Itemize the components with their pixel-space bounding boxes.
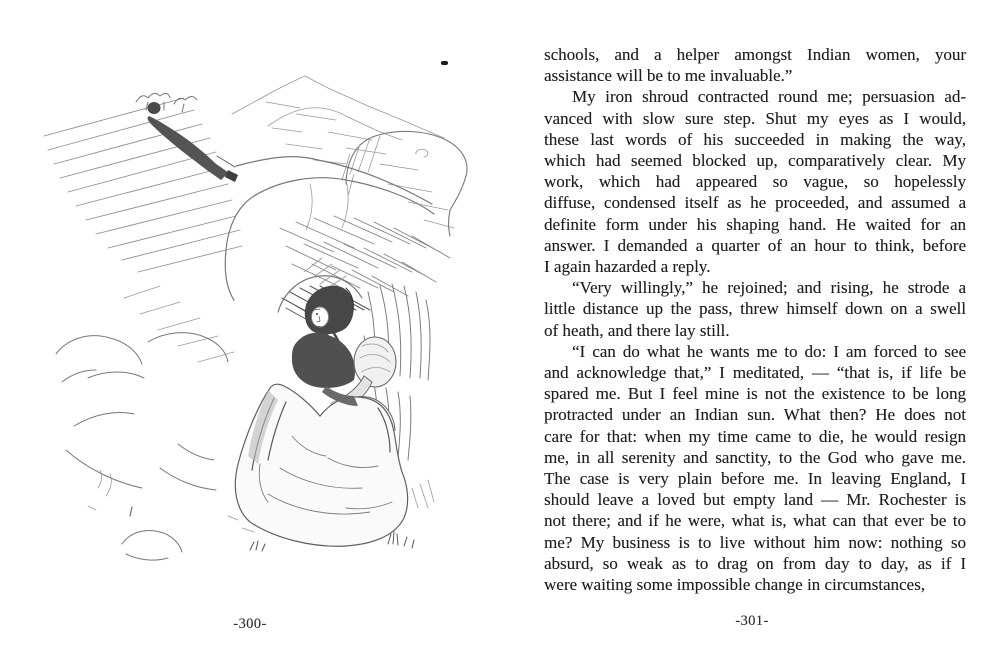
text-line: answer. I demanded a quarter of an hour to think, before (544, 235, 966, 255)
text-line: me? My business is to live without him now: nothing so (544, 532, 966, 552)
text-line: work, which had appeared so vague, so hopelessly (544, 172, 966, 192)
text-line: not there; and if he were, what is, what can that ever be to (544, 511, 966, 531)
text-line: I again hazarded a reply. (544, 257, 711, 277)
reclining-man-figure (148, 102, 239, 182)
bonnet (305, 286, 354, 335)
text-line: absurd, so weak as to drag on from day to day, as if I (544, 553, 966, 573)
hillside-illustration (28, 36, 480, 596)
left-page-number: -300- (233, 616, 267, 632)
text-line: spared me. But I feel mine is not the existence to be long (544, 384, 966, 404)
text-line: My iron shroud contracted round me; persuasion ad- (572, 87, 966, 107)
text-line: care for that: when my time came to die, he would resign (544, 426, 966, 446)
bodice (292, 333, 355, 388)
text-line: of heath, and there lay still. (544, 320, 730, 340)
text-line: little distance up the pass, threw himself down on a swell (544, 299, 966, 319)
text-line: should leave a loved but empty land — Mr. Rochester is (544, 490, 966, 510)
text-line: diffuse, condensed itself as he proceeded, and assumed a (544, 193, 966, 213)
right-page-number: -301- (735, 613, 769, 629)
text-line: me, in all serenity and sanctity, to the God who gave me. (544, 447, 966, 467)
text-line: which had seemed blocked up, comparatively clear. My (544, 151, 966, 171)
text-line: assistance will be to me invaluable.” (544, 66, 793, 86)
text-line: were waiting some impossible change in circumstances, (544, 575, 925, 595)
text-line: “Very willingly,” he rejoined; and rising, he strode a (572, 278, 966, 298)
text-line: vanced with slow sure step. Shut my eyes as I would, (544, 108, 966, 128)
text-line: these last words of his succeeded in making the way, (544, 129, 966, 149)
text-line: definite form under his shaping hand. He waited for an (544, 214, 966, 234)
right-page (500, 0, 1000, 665)
slope-hatching (44, 98, 242, 362)
text-line: schools, and a helper amongst Indian women, your (544, 45, 966, 64)
text-column (544, 44, 966, 595)
foreground-rocks (56, 333, 254, 560)
seated-woman-figure (235, 286, 407, 547)
text-line: and acknowledge that,” I meditated, — “that is, if life be (544, 363, 966, 383)
text-line: protracted under an Indian sun. What then? He does not (544, 405, 966, 425)
text-line: “I can do what he wants me to do: I am forced to see (572, 341, 966, 361)
text-line: The case is very plain before me. In leaving England, I (544, 469, 966, 489)
